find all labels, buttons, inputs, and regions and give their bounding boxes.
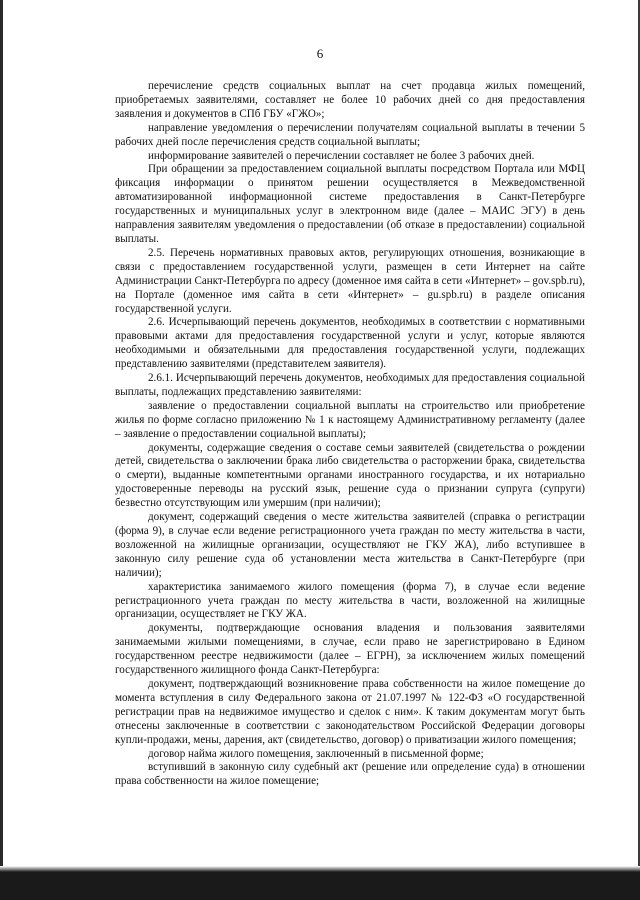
paragraph: заявление о предоставлении социальной выплаты на строительство или приобретение жилья по форме согласно приложению № 1 к настоящему Административному регламенту (далее – заявление о предоставлении социальной выплаты); xyxy=(115,399,585,440)
paragraph: документы, содержащие сведения о составе семьи заявителей (свидетельства о рождении детей, свидетельства о заключении брака либо свидетельства о расторжении брака, свидетельства о смерти), выданные компетентными органами иностранного государства, и их нотариально удостоверенные переводы на русский язык, решение суда о признании супруга (супруги) безвестно отсутствующим или умершим (при наличии); xyxy=(115,441,585,510)
paragraph: направление уведомления о перечислении получателям социальной выплаты в течении 5 рабочих дней после перечисления средств социальной выплаты; xyxy=(115,121,585,148)
paragraph: договор найма жилого помещения, заключенный в письменной форме; xyxy=(148,747,484,760)
paragraph: 2.6. Исчерпывающий перечень документов, необходимых в соответствии с нормативными правовыми актами для предоставления государственной услуги и услуг, которые являются необходимыми и обязательными для предоставления государственной услуги, подлежащих представлению заявителями (представителем заявителя). xyxy=(115,316,585,371)
paragraph: 2.5. Перечень нормативных правовых актов, регулирующих отношения, возникающие в связи с предоставлением государственной услуги, размещен в сети Интернет на сайте Администрации Санкт-Петербурга по адресу (доменное имя сайта в сети «Интернет» – gov.spb.ru), на Портале (доменное имя сайта в сети «Интернет» – gu.spb.ru) в разделе описания государственной услуги. xyxy=(115,246,585,315)
paragraph: При обращении за предоставлением социальной выплаты посредством Портала или МФЦ фиксация информации о принятом решении осуществляется в Межведомственной автоматизированной информационной системе предоставления в Санкт-Петербурге государственных и муниципальных услуг в электронном виде (далее – МАИС ЭГУ) в день направления заявителям уведомления о предоставлении (об отказе в предоставлении) социальной выплаты. xyxy=(115,163,585,245)
page-number: 6 xyxy=(316,46,324,61)
document-body xyxy=(115,80,585,789)
scan-edge-bottom xyxy=(0,872,640,900)
paragraph: документ, содержащий сведения о месте жительства заявителей (справка о регистрации (форма 9), в случае если ведение регистрационного учета граждан по месту жительства в части, возложенной на жилищные организации, осуществляют не ГКУ ЖА), либо вступившее в законную силу решение суда об установлении места жительства в Санкт-Петербурге (при наличии); xyxy=(115,511,585,579)
paragraph: документы, подтверждающие основания владения и пользования заявителями занимаемыми жилыми помещениями, в случае, если право не зарегистрировано в Едином государственном реестре недвижимости (далее – ЕГРН), за исключением жилых помещений государственного жилищного фонда Санкт-Петербурга: xyxy=(115,622,585,677)
paragraph: 2.6.1. Исчерпывающий перечень документов, необходимых для предоставления социальной выплаты, подлежащих представлению заявителями: xyxy=(115,372,585,398)
paragraph: характеристика занимаемого жилого помещения (форма 7), в случае если ведение регистрационного учета граждан по месту жительства в части, возложенной на жилищные организации, осуществляет не ГКУ ЖА. xyxy=(115,580,585,621)
scan-edge-left xyxy=(0,0,3,900)
paragraph: информирование заявителей о перечислении составляет не более 3 рабочих дней. xyxy=(148,149,535,162)
paragraph: перечисление средств социальных выплат на счет продавца жилых помещений, приобретаемых заявителями, составляет не более 10 рабочих дней со дня предоставления заявления и документов в СПб ГБУ «ГЖО»; xyxy=(115,80,585,120)
paragraph: вступивший в законную силу судебный акт (решение или определение суда) в отношении права собственности на жилое помещение; xyxy=(115,761,585,788)
paragraph: документ, подтверждающий возникновение права собственности на жилое помещение до момента вступления в силу Федерального закона от 21.07.1997 № 122-ФЗ «О государственной регистрации прав на недвижимое имущество и сделок с ним». К таким документам могут быть отнесены заключенные в соответствии с законодательством Российской Федерации договоры купли-продажи, мены, дарения, акт (свидетельство, договор) о приватизации жилого помещения; xyxy=(115,677,585,746)
